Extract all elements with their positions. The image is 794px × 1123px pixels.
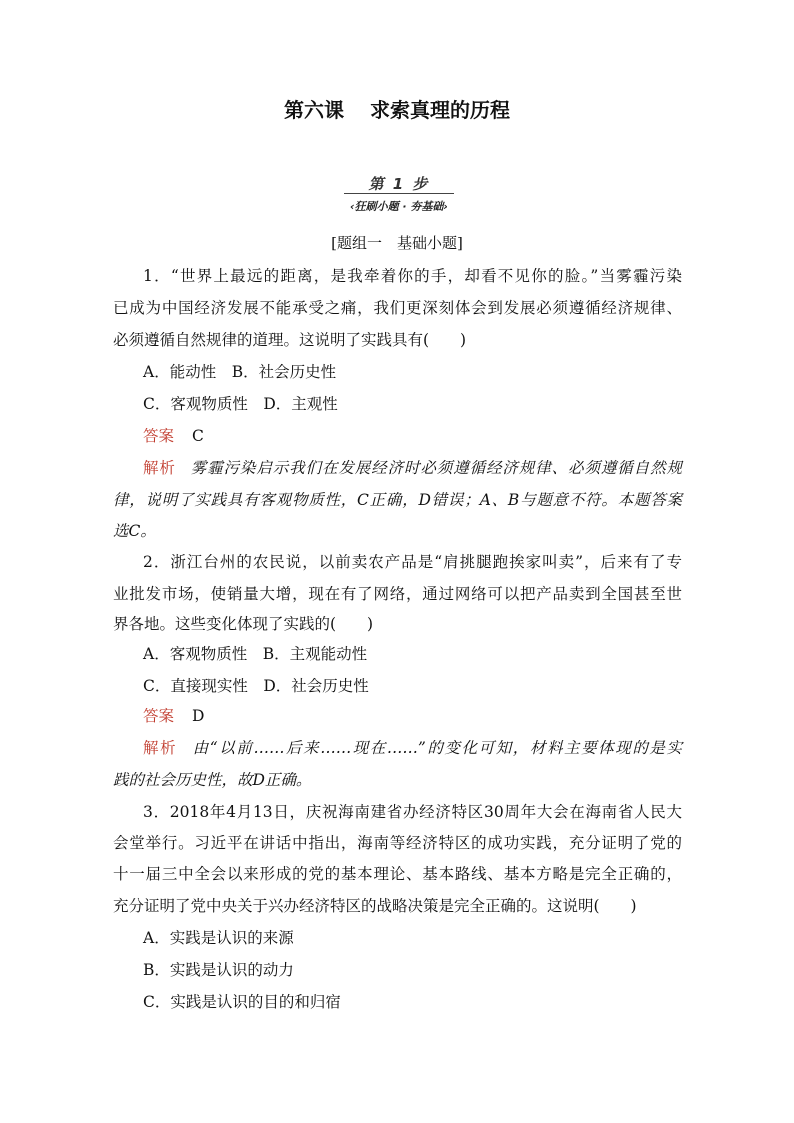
q3-stem-line-2: 会堂举行。习近平在讲话中指出，海南等经济特区的成功实践，充分证明了党的 bbox=[113, 834, 682, 852]
q2-answer-label: 答案 bbox=[143, 707, 175, 725]
q2-options-row-1: A．客观物质性 B．主观能动性 bbox=[143, 645, 368, 663]
q1-options-row-1: A．能动性 B．社会历史性 bbox=[143, 363, 337, 381]
q3-option-b: B．实践是认识的动力 bbox=[143, 961, 294, 979]
q2-answer-value: D bbox=[192, 707, 205, 725]
q1-explanation-text-1: 雾霾污染启示我们在发展经济时必须遵循经济规律、必须遵循自然规 bbox=[189, 459, 682, 477]
q3-stem-line-3: 十一届三中全会以来形成的党的基本理论、基本路线、基本方略是完全正确的， bbox=[113, 865, 682, 883]
q1-explanation-label: 解析 bbox=[143, 459, 176, 477]
q1-answer bbox=[143, 426, 204, 446]
q1-explanation-line-3: 选C。 bbox=[113, 522, 156, 540]
q2-options-row-2: C．直接现实性 D．社会历史性 bbox=[143, 677, 369, 695]
q1-explanation-line-2: 律，说明了实践具有客观物质性，C正确，D错误；A、B与题意不符。本题答案 bbox=[113, 491, 682, 509]
lesson-name: 求索真理的历程 bbox=[370, 98, 510, 122]
lesson-title bbox=[0, 94, 794, 123]
q3-option-c: C．实践是认识的目的和归宿 bbox=[143, 993, 341, 1011]
q2-explanation-line-2: 践的社会历史性，故D正确。 bbox=[113, 771, 312, 789]
q1-stem-line-3: 必须遵循自然规律的道理。这说明了实践具有( ) bbox=[113, 331, 467, 349]
step-badge-divider bbox=[344, 193, 454, 194]
q2-stem-line-1: 2．浙江台州的农民说，以前卖农产品是“肩挑腿跑挨家叫卖”，后来有了专 bbox=[143, 553, 682, 571]
q1-options-row-2: C．客观物质性 D．主观性 bbox=[143, 395, 338, 413]
q1-answer-value: C bbox=[192, 427, 204, 445]
q2-stem-line-3: 界各地。这些变化体现了实践的( ) bbox=[113, 615, 374, 633]
step-badge bbox=[340, 173, 458, 217]
q1-explanation-line-1 bbox=[143, 458, 682, 478]
group-title: [题组一 基础小题] bbox=[331, 234, 463, 252]
step-badge-main: 第 1 步 bbox=[368, 175, 430, 193]
q3-option-a: A．实践是认识的来源 bbox=[143, 929, 294, 947]
lesson-number: 第六课 bbox=[284, 98, 344, 122]
q2-explanation-label: 解析 bbox=[143, 739, 178, 757]
q1-stem-line-2: 已成为中国经济发展不能承受之痛，我们更深刻体会到发展必须遵循经济规律、 bbox=[113, 299, 682, 317]
q1-answer-label: 答案 bbox=[143, 427, 175, 445]
q2-explanation-text-1: 由“以前……后来……现在……”的变化可知，材料主要体现的是实 bbox=[191, 739, 682, 757]
q3-stem-line-1: 3．2018年4月13日，庆祝海南建省办经济特区30周年大会在海南省人民大 bbox=[143, 803, 682, 821]
q3-stem-line-4: 充分证明了党中央关于兴办经济特区的战略决策是完全正确的。这说明( ) bbox=[113, 897, 637, 915]
q2-answer bbox=[143, 706, 204, 726]
step-badge-sub: ‹狂刷小题 · 夯基础› bbox=[350, 200, 448, 213]
q2-explanation-line-1 bbox=[143, 738, 682, 758]
q2-stem-line-2: 业批发市场，使销量大增，现在有了网络，通过网络可以把产品卖到全国甚至世 bbox=[113, 585, 682, 603]
q1-stem-line-1: 1．“世界上最远的距离，是我牵着你的手，却看不见你的脸。”当雾霾污染 bbox=[143, 267, 682, 285]
